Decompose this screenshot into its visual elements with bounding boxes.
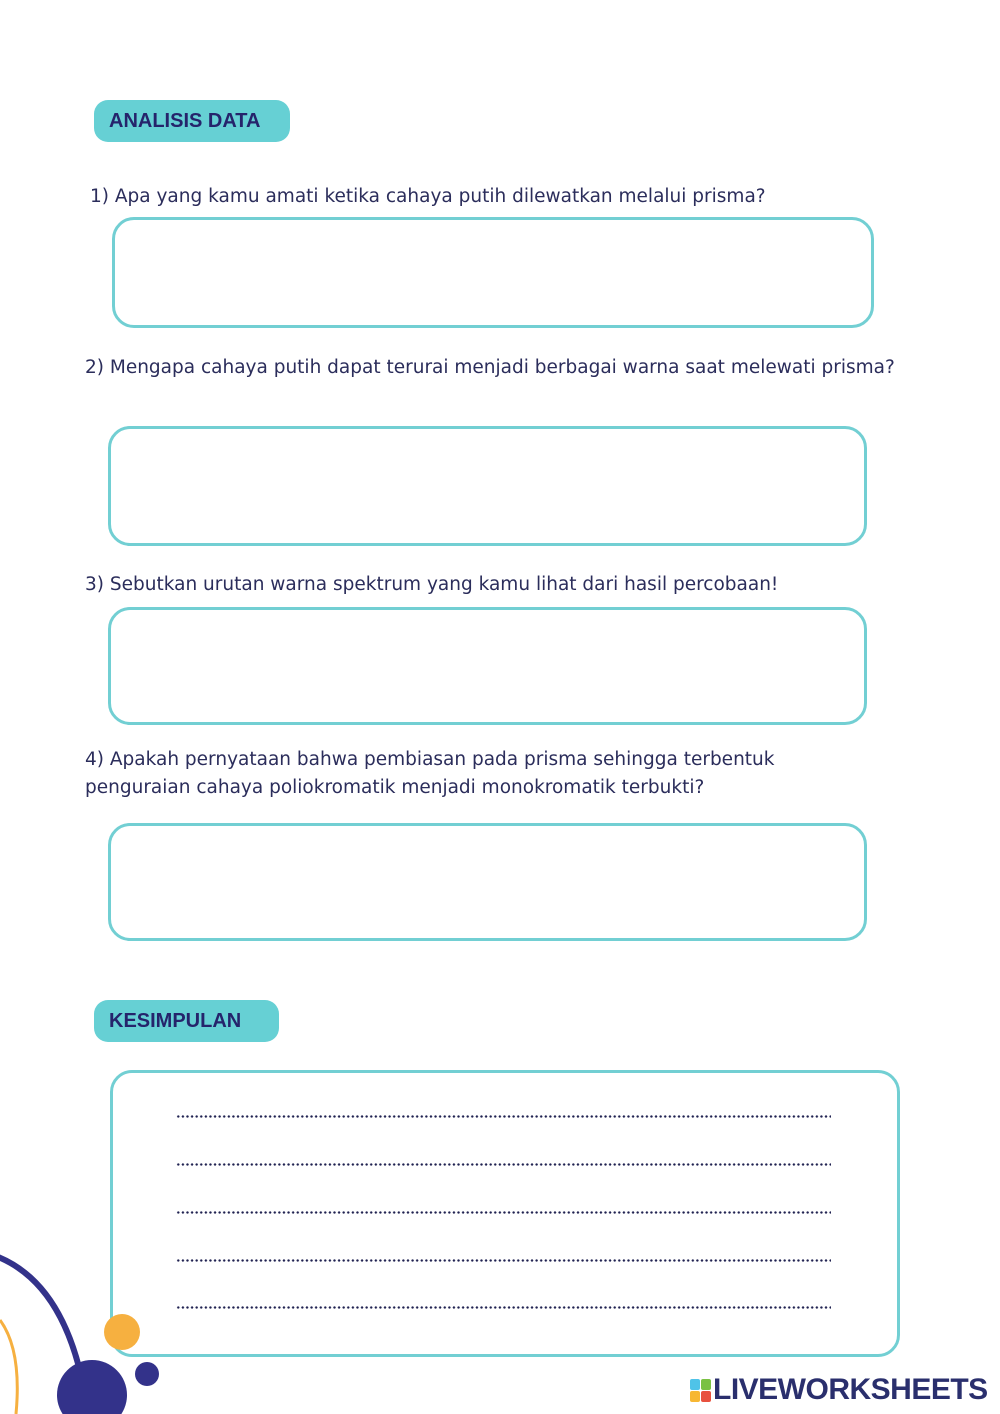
liveworksheets-wordmark: LIVEWORKSHEETS (713, 1373, 988, 1406)
question-3: 3) Sebutkan urutan warna spektrum yang kamu lihat dari hasil percobaan! (85, 574, 779, 595)
navy-large-circle (57, 1360, 127, 1414)
question-4: 4) Apakah pernyataan bahwa pembiasan pada prisma sehingga terbentuk penguraian cahaya poliokromatik menjadi monokromatik terbukti? (85, 749, 775, 798)
conclusion-line-4[interactable] (176, 1259, 831, 1262)
answer-box-1[interactable] (112, 217, 874, 328)
conclusion-line-2[interactable] (176, 1163, 831, 1166)
conclusion-line-3[interactable] (176, 1211, 831, 1214)
answer-box-3[interactable] (108, 607, 867, 725)
answer-box-4[interactable] (108, 823, 867, 941)
conclusion-line-1[interactable] (176, 1115, 831, 1118)
navy-small-circle (135, 1362, 159, 1386)
analysis-section-title: ANALISIS DATA (94, 100, 290, 142)
question-2: 2) Mengapa cahaya putih dapat terurai menjadi berbagai warna saat melewati prisma? (85, 357, 895, 378)
liveworksheets-logo (690, 1372, 988, 1408)
conclusion-line-5[interactable] (176, 1306, 831, 1309)
liveworksheets-mark-icon (690, 1379, 710, 1401)
answer-box-2[interactable] (108, 426, 867, 546)
decorative-arcs (0, 1240, 200, 1414)
orange-circle (104, 1314, 140, 1350)
orange-arc (0, 1320, 17, 1414)
conclusion-section-title: KESIMPULAN (94, 1000, 279, 1042)
question-1: 1) Apa yang kamu amati ketika cahaya putih dilewatkan melalui prisma? (90, 186, 766, 207)
